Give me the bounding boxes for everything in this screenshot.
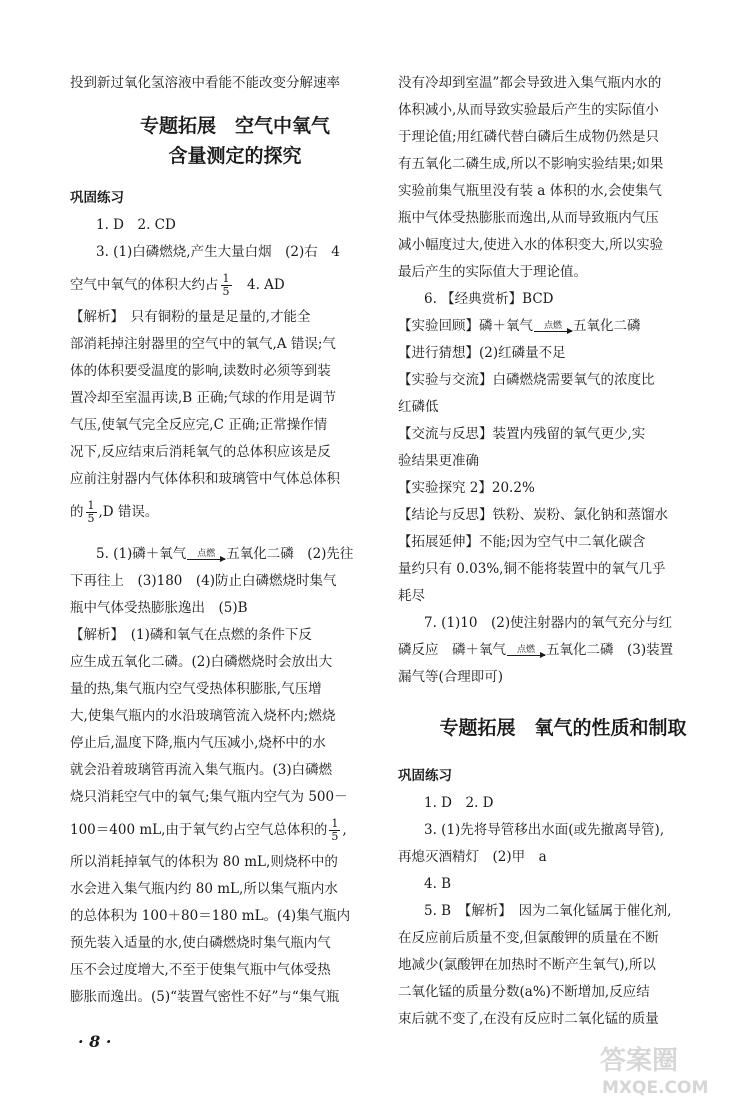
answer-line: 再熄灭酒精灯 (2)甲 a	[398, 849, 547, 865]
reaction-arrow: 点燃	[187, 549, 225, 560]
answer-line: 1. D 2. CD	[96, 217, 176, 233]
answer-line: 验结果更准确	[398, 453, 479, 469]
page-number: · 8 ·	[78, 1032, 112, 1051]
answer-line: 【进行猜想】(2)红磷量不足	[398, 345, 566, 361]
analysis-line: 束后就不变了,在没有反应时二氧化锰的质量	[398, 1011, 659, 1027]
analysis-line: 的总体积为 100＋80＝180 mL。(4)集气瓶内	[70, 908, 351, 924]
answer-line: 量约只有 0.03%,铜不能将装置中的氧气几乎	[398, 561, 666, 577]
answer-line: 4. B	[424, 876, 452, 892]
answer-line: 【交流与反思】装置内残留的氧气更少,实	[398, 426, 646, 442]
analysis-line: 二氧化锰的质量分数(a%)不断增加,反应结	[398, 984, 650, 1000]
analysis-line: 没有冷却到室温”都会导致进入集气瓶内水的	[398, 75, 662, 91]
answer-line: 6. 【经典赏析】BCD	[424, 291, 554, 307]
answer-line: 3. (1)先将导管移出水面(或先撤离导管),	[424, 822, 665, 838]
analysis-line: 应前注射器内气体体积和玻璃管中气体总体积	[70, 471, 340, 487]
analysis-line: 就会沿着玻璃管再流入集气瓶内。(3)白磷燃	[70, 762, 333, 778]
answer-line: 3. (1)白磷燃烧,产生大量白烟 (2)右 4	[96, 244, 340, 260]
left-column	[70, 70, 400, 1011]
analysis-line: 实验前集气瓶里没有装 a 体积的水,会使集气	[398, 183, 662, 199]
answer-line: 磷反应 磷＋氧气 点燃 五氧化二磷 (3)装置	[398, 642, 674, 658]
fraction: $\frac{1}{5}$	[87, 499, 95, 525]
analysis-line: 应生成五氧化二磷。(2)白磷燃烧时会放出大	[70, 654, 333, 670]
answer-line: 【实验回顾】磷＋氧气 点燃 五氧化二磷	[398, 318, 641, 334]
analysis-line: 体积减小,从而导致实验最后产生的实际值小	[398, 102, 659, 118]
answer-line: 空气中氧气的体积大约占 $\frac{1}{5}$ 4. AD	[70, 272, 285, 298]
answer-line: 【实验探究 2】20.2%	[398, 480, 535, 496]
answer-line: 耗尽	[398, 588, 425, 604]
analysis-line: 在反应前后质量不变,但氯酸钾的质量在不断	[398, 930, 659, 946]
answer-line: 下再往上 (3)180 (4)防止白磷燃烧时集气	[70, 573, 337, 589]
analysis-line: 置冷却至室温再读,B 正确;气球的作用是调节	[70, 390, 337, 406]
analysis-line: 地减少(氯酸钾在加热时不断产生氧气),所以	[398, 957, 656, 973]
fraction: $\frac{1}{5}$	[222, 272, 230, 298]
answer-line: 【实验与交流】白磷燃烧需要氧气的浓度比	[398, 372, 655, 388]
practice-heading: 巩固练习	[398, 768, 452, 784]
analysis-line: 水会进入集气瓶内约 80 mL,所以集气瓶内水	[70, 881, 338, 897]
answer-line: 【拓展延伸】不能;因为空气中二氧化碳含	[398, 534, 646, 550]
analysis-line: 有五氧化二磷生成,所以不影响实验结果;如果	[398, 156, 664, 172]
analysis-line: 减小幅度过大,使进入水的体积变大,所以实验	[398, 237, 664, 253]
analysis-line: 最后产生的实际值大于理论值。	[398, 264, 587, 280]
fraction: $\frac{1}{5}$	[331, 817, 339, 843]
analysis-line: 瓶中气体受热膨胀而逸出,从而导致瓶内气压	[398, 210, 659, 226]
analysis-line: 于理论值;用红磷代替白磷后生成物仍然是只	[398, 129, 660, 145]
analysis-line: 压不会过度增大,不至于使集气瓶中气体受热	[70, 962, 331, 978]
analysis-line: 气压,使氧气完全反应完,C 正确;正常操作情	[70, 417, 328, 433]
analysis-line: 停止后,温度下降,瓶内气压减小,烧杯中的水	[70, 735, 326, 751]
practice-heading: 巩固练习	[70, 190, 124, 206]
answer-line: 瓶中气体受热膨胀逸出 (5)B	[70, 600, 248, 616]
analysis-line: 预先装入适量的水,使白磷燃烧时集气瓶内气	[70, 935, 331, 951]
analysis-line: 部消耗掉注射器里的空气中的氧气,A 错误;气	[70, 336, 336, 352]
answer-line: 红磷低	[398, 399, 439, 415]
analysis-line: 【解析】 (1)磷和氧气在点燃的条件下反	[70, 627, 312, 643]
analysis-line: 的 $\frac{1}{5}$ ,D 错误。	[70, 499, 159, 525]
answer-line: 5. (1)磷＋氧气 点燃 五氧化二磷 (2)先往	[96, 546, 354, 562]
section-title-1-line2: 含量测定的探究	[168, 145, 302, 167]
analysis-line: 膨胀而逸出。(5)“装置气密性不好”与“集气瓶	[70, 989, 340, 1005]
section-title-2: 专题拓展 氧气的性质和制取	[439, 717, 687, 739]
analysis-line: 体的体积要受温度的影响,读数时必须等到装	[70, 363, 331, 379]
answer-line: 【结论与反思】铁粉、炭粉、氯化钠和蒸馏水	[398, 507, 668, 523]
analysis-line: 所以消耗掉氧气的体积为 80 mL,则烧杯中的	[70, 854, 338, 870]
top-line: 投到新过氧化氢溶液中看能不能改变分解速率	[70, 75, 340, 91]
reaction-arrow: 点燃	[507, 645, 545, 656]
analysis-line: 大,使集气瓶内的水沿玻璃管流入烧杯内;燃烧	[70, 708, 336, 724]
right-column	[398, 70, 728, 1033]
reaction-arrow: 点燃	[534, 321, 572, 332]
analysis-line: 100＝400 mL,由于氧气约占空气总体积的 $\frac{1}{5}$ ,	[70, 817, 347, 843]
analysis-line: 烧只消耗空气中的氧气;集气瓶内空气为 500－	[70, 789, 348, 805]
answer-line: 1. D 2. D	[424, 795, 494, 811]
answer-line: 5. B 【解析】 因为二氧化锰属于催化剂,	[424, 903, 672, 919]
analysis-line: 【解析】 只有铜粉的量是足量的,才能全	[70, 309, 311, 325]
analysis-line: 量的热,集气瓶内空气受热体积膨胀,气压增	[70, 681, 322, 697]
section-title-1: 专题拓展 空气中氧气	[139, 115, 330, 137]
watermark-logo: 答案圈	[600, 1046, 679, 1076]
answer-line: 7. (1)10 (2)使注射器内的氧气充分与红	[424, 615, 673, 631]
answer-line: 漏气等(合理即可)	[398, 669, 504, 685]
analysis-line: 况下,反应结束后消耗氧气的总体积应该是反	[70, 444, 331, 460]
watermark-url: MXQE.COM	[602, 1078, 709, 1098]
